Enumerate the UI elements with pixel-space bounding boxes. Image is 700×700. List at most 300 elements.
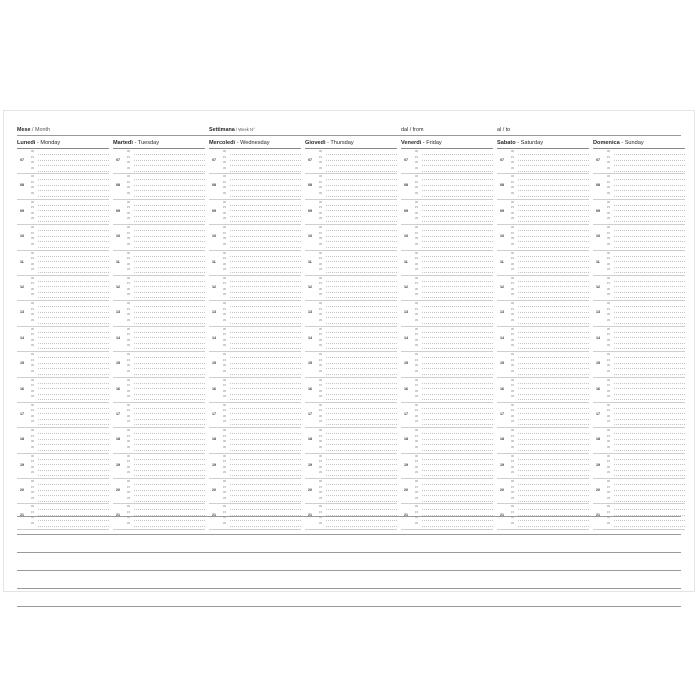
hour-block[interactable] — [497, 149, 589, 174]
hour-block[interactable] — [113, 225, 205, 250]
hour-block[interactable] — [209, 251, 301, 276]
hour-block[interactable] — [113, 200, 205, 225]
hour-block[interactable] — [17, 149, 109, 174]
time-slot[interactable] — [223, 446, 301, 452]
minute-label: 30 — [511, 161, 514, 164]
time-slot[interactable] — [511, 167, 589, 173]
minute-label: 15 — [223, 257, 226, 261]
minute-label: 45 — [415, 496, 418, 500]
time-slot[interactable] — [31, 319, 109, 325]
time-slot[interactable] — [415, 268, 493, 274]
hour-number: 10 — [404, 234, 408, 239]
dotted-writing-line — [518, 221, 589, 222]
time-slot[interactable] — [511, 446, 589, 452]
minute-label: 00 — [223, 353, 226, 357]
minute-label: 15 — [31, 485, 34, 489]
hour-block[interactable] — [113, 327, 205, 352]
hour-block[interactable] — [17, 378, 109, 403]
hour-block[interactable] — [305, 428, 397, 453]
time-slot[interactable] — [127, 217, 205, 223]
minute-label: 15 — [319, 231, 322, 235]
time-slot[interactable] — [511, 293, 589, 299]
hour-block[interactable] — [401, 149, 493, 174]
minute-label: 00 — [319, 251, 322, 255]
hour-block[interactable] — [17, 301, 109, 326]
time-slot[interactable] — [127, 395, 205, 401]
time-slot[interactable] — [607, 420, 685, 426]
minute-label: 45 — [223, 496, 226, 500]
minute-label: 15 — [127, 510, 130, 514]
hour-block[interactable] — [497, 251, 589, 276]
dotted-writing-line — [134, 323, 205, 324]
minute-label: 15 — [511, 434, 514, 438]
time-slot[interactable] — [607, 192, 685, 198]
time-slot[interactable] — [223, 243, 301, 249]
minute-label: 00 — [319, 302, 322, 306]
time-slot[interactable] — [511, 471, 589, 477]
minute-label: 15 — [127, 409, 130, 413]
note-line[interactable] — [17, 496, 681, 520]
time-slot[interactable] — [415, 243, 493, 249]
time-slot[interactable] — [511, 370, 589, 376]
hour-block[interactable] — [401, 225, 493, 250]
time-slot[interactable] — [607, 395, 685, 401]
minute-label: 45 — [31, 521, 34, 525]
note-line[interactable] — [17, 553, 681, 571]
note-line[interactable] — [17, 535, 681, 553]
time-slot[interactable] — [223, 319, 301, 325]
time-slot[interactable] — [511, 319, 589, 325]
time-slot[interactable] — [31, 167, 109, 173]
minute-label: 45 — [31, 471, 34, 475]
hour-block[interactable] — [17, 428, 109, 453]
hour-block[interactable] — [113, 174, 205, 199]
minute-label: 30 — [127, 186, 130, 190]
hour-number: 09 — [596, 208, 600, 213]
minute-label: 30 — [607, 186, 610, 190]
hour-block[interactable] — [593, 200, 685, 225]
hour-block[interactable] — [401, 352, 493, 377]
hour-block[interactable] — [17, 454, 109, 479]
minute-label: 45 — [31, 445, 34, 449]
hour-number: 12 — [20, 284, 24, 289]
hour-block[interactable] — [593, 225, 685, 250]
time-slot[interactable] — [511, 344, 589, 350]
hour-block[interactable] — [209, 428, 301, 453]
time-slot[interactable] — [511, 217, 589, 223]
hour-number: 12 — [404, 284, 408, 289]
time-slot[interactable] — [415, 471, 493, 477]
time-slot[interactable] — [415, 319, 493, 325]
hour-block[interactable] — [401, 454, 493, 479]
hour-block[interactable] — [17, 352, 109, 377]
minute-label: 00 — [127, 353, 130, 357]
hour-block[interactable] — [305, 403, 397, 428]
hour-block[interactable] — [593, 378, 685, 403]
note-line[interactable] — [17, 517, 681, 535]
time-slot[interactable] — [511, 420, 589, 426]
hour-block[interactable] — [593, 174, 685, 199]
hour-block[interactable] — [17, 403, 109, 428]
hour-number: 11 — [308, 259, 312, 264]
minute-label: 45 — [31, 191, 34, 195]
time-slot[interactable] — [127, 319, 205, 325]
hour-block[interactable] — [305, 454, 397, 479]
time-slot[interactable] — [607, 370, 685, 376]
hour-block[interactable] — [305, 327, 397, 352]
time-slot[interactable] — [31, 217, 109, 223]
hour-block[interactable] — [593, 149, 685, 174]
minute-label: 45 — [223, 191, 226, 195]
time-slot[interactable] — [223, 167, 301, 173]
minute-label: 15 — [511, 333, 514, 337]
dotted-writing-line — [326, 348, 397, 349]
hour-block[interactable] — [593, 454, 685, 479]
time-slot[interactable] — [415, 446, 493, 452]
hour-block[interactable] — [593, 276, 685, 301]
time-slot[interactable] — [607, 243, 685, 249]
minute-label: 30 — [31, 491, 34, 495]
day-name-it: Martedì — [113, 140, 133, 146]
hour-block[interactable] — [401, 174, 493, 199]
hour-block[interactable] — [497, 200, 589, 225]
day-title — [113, 139, 205, 148]
minute-label: 15 — [511, 307, 514, 311]
minute-label: 15 — [511, 358, 514, 362]
minute-label: 00 — [607, 276, 610, 280]
minute-label: 00 — [607, 403, 610, 407]
time-slot[interactable] — [223, 370, 301, 376]
minute-label: 30 — [511, 237, 514, 241]
time-slot[interactable] — [223, 395, 301, 401]
minute-label: 30 — [127, 237, 130, 241]
hour-block[interactable] — [401, 251, 493, 276]
hour-block[interactable] — [209, 174, 301, 199]
dotted-writing-line — [134, 348, 205, 349]
hour-block[interactable] — [305, 352, 397, 377]
minute-label: 00 — [319, 175, 322, 179]
hour-block[interactable] — [305, 301, 397, 326]
time-slot[interactable] — [415, 344, 493, 350]
dotted-writing-line — [38, 348, 109, 349]
hour-block[interactable] — [209, 403, 301, 428]
time-slot[interactable] — [127, 268, 205, 274]
hour-block[interactable] — [17, 200, 109, 225]
hour-number: 13 — [20, 310, 24, 315]
time-slot[interactable] — [31, 268, 109, 274]
hour-block[interactable] — [17, 327, 109, 352]
hour-number: 17 — [596, 411, 600, 416]
hour-block[interactable] — [113, 428, 205, 453]
minute-label: 45 — [319, 521, 322, 525]
minute-label: 45 — [511, 217, 514, 221]
hour-block[interactable] — [593, 403, 685, 428]
hour-block[interactable] — [305, 276, 397, 301]
minute-label: 15 — [223, 409, 226, 413]
minute-label: 00 — [31, 226, 34, 230]
time-slot[interactable] — [511, 243, 589, 249]
hour-number: 17 — [404, 411, 408, 416]
hour-block[interactable] — [305, 174, 397, 199]
time-slot[interactable] — [319, 471, 397, 477]
minute-label: 00 — [415, 480, 418, 484]
hour-block[interactable] — [113, 251, 205, 276]
minute-label: 00 — [511, 353, 514, 357]
dotted-writing-line — [422, 475, 493, 476]
hour-block[interactable] — [497, 174, 589, 199]
minute-label: 15 — [223, 434, 226, 438]
minute-label: 15 — [127, 434, 130, 438]
time-slot[interactable] — [127, 192, 205, 198]
time-slot[interactable] — [223, 217, 301, 223]
time-slot[interactable] — [319, 243, 397, 249]
time-slot[interactable] — [319, 395, 397, 401]
hour-block[interactable] — [401, 200, 493, 225]
time-slot[interactable] — [415, 192, 493, 198]
time-slot[interactable] — [607, 268, 685, 274]
time-slot[interactable] — [127, 420, 205, 426]
hour-block[interactable] — [209, 301, 301, 326]
hour-number: 13 — [308, 310, 312, 315]
minute-label: 45 — [511, 191, 514, 195]
minute-label: 00 — [223, 226, 226, 230]
time-slot[interactable] — [127, 167, 205, 173]
hour-block[interactable] — [497, 276, 589, 301]
dotted-writing-line — [134, 196, 205, 197]
minute-label: 45 — [319, 496, 322, 500]
time-slot[interactable] — [319, 319, 397, 325]
hour-block[interactable] — [401, 301, 493, 326]
time-slot[interactable] — [319, 268, 397, 274]
time-slot[interactable] — [31, 370, 109, 376]
time-slot[interactable] — [511, 395, 589, 401]
hour-block[interactable] — [113, 403, 205, 428]
notes-area — [17, 496, 681, 607]
hour-block[interactable] — [113, 301, 205, 326]
minute-label: 15 — [607, 257, 610, 261]
time-slot[interactable] — [127, 293, 205, 299]
minute-label: 15 — [415, 307, 418, 311]
time-slot[interactable] — [223, 420, 301, 426]
dotted-writing-line — [518, 297, 589, 298]
time-slot[interactable] — [31, 344, 109, 350]
time-slot[interactable] — [319, 167, 397, 173]
time-slot[interactable] — [127, 471, 205, 477]
hour-block[interactable] — [209, 200, 301, 225]
hour-block[interactable] — [209, 352, 301, 377]
minute-label: 00 — [511, 226, 514, 230]
minute-label: 15 — [415, 231, 418, 235]
minute-label: 30 — [415, 491, 418, 495]
time-slot[interactable] — [127, 243, 205, 249]
time-slot[interactable] — [415, 420, 493, 426]
hour-block[interactable] — [401, 428, 493, 453]
day-name-en: - Saturday — [515, 140, 544, 146]
hour-block[interactable] — [497, 403, 589, 428]
time-slot[interactable] — [607, 319, 685, 325]
minute-label: 15 — [319, 307, 322, 311]
minute-label: 45 — [511, 445, 514, 449]
hour-block[interactable] — [209, 149, 301, 174]
time-slot[interactable] — [415, 395, 493, 401]
hour-block[interactable] — [593, 301, 685, 326]
time-slot[interactable] — [319, 344, 397, 350]
hour-block[interactable] — [305, 149, 397, 174]
time-slot[interactable] — [223, 344, 301, 350]
time-slot[interactable] — [31, 192, 109, 198]
time-slot[interactable] — [31, 471, 109, 477]
minute-label: 45 — [223, 344, 226, 348]
minute-label: 45 — [415, 217, 418, 221]
hour-block[interactable] — [113, 276, 205, 301]
minute-label: 15 — [415, 409, 418, 413]
hour-block[interactable] — [593, 352, 685, 377]
minute-label: 30 — [319, 186, 322, 190]
time-slot[interactable] — [607, 471, 685, 477]
minute-label: 45 — [223, 217, 226, 221]
hour-number: 18 — [596, 437, 600, 442]
hour-block[interactable] — [209, 327, 301, 352]
hour-number: 08 — [308, 183, 312, 188]
hour-block[interactable] — [401, 327, 493, 352]
hour-block[interactable] — [305, 225, 397, 250]
hour-number: 20 — [20, 488, 24, 493]
hour-block[interactable] — [209, 454, 301, 479]
time-slot[interactable] — [31, 243, 109, 249]
minute-label: 45 — [415, 420, 418, 424]
time-slot[interactable] — [319, 293, 397, 299]
time-slot[interactable] — [415, 370, 493, 376]
note-line[interactable] — [17, 589, 681, 607]
hour-number: 18 — [212, 437, 216, 442]
time-slot[interactable] — [31, 446, 109, 452]
hour-number: 19 — [308, 462, 312, 467]
dotted-writing-line — [614, 221, 685, 222]
minute-label: 45 — [607, 242, 610, 246]
minute-label: 45 — [511, 420, 514, 424]
minute-label: 30 — [319, 287, 322, 291]
time-slot[interactable] — [31, 293, 109, 299]
hour-block[interactable] — [113, 378, 205, 403]
minute-label: 00 — [319, 429, 322, 433]
time-slot[interactable] — [127, 344, 205, 350]
hour-block[interactable] — [401, 403, 493, 428]
hour-block[interactable] — [209, 225, 301, 250]
minute-label: 30 — [415, 414, 418, 418]
dotted-writing-line — [326, 450, 397, 451]
hour-number: 14 — [596, 335, 600, 340]
hour-block[interactable] — [209, 378, 301, 403]
time-slot[interactable] — [319, 446, 397, 452]
time-slot[interactable] — [607, 293, 685, 299]
minute-label: 45 — [607, 496, 610, 500]
time-slot[interactable] — [319, 420, 397, 426]
minute-label: 15 — [607, 180, 610, 184]
hour-block[interactable] — [497, 301, 589, 326]
minute-label: 45 — [415, 369, 418, 373]
hour-block[interactable] — [305, 251, 397, 276]
minute-label: 15 — [511, 155, 514, 159]
hour-block[interactable] — [401, 276, 493, 301]
minute-label: 30 — [607, 491, 610, 495]
hour-block[interactable] — [17, 276, 109, 301]
hour-block[interactable] — [497, 327, 589, 352]
time-slot[interactable] — [223, 293, 301, 299]
time-slot[interactable] — [607, 167, 685, 173]
minute-label: 00 — [511, 302, 514, 306]
hour-block[interactable] — [17, 251, 109, 276]
hour-block[interactable] — [113, 149, 205, 174]
minute-label: 30 — [607, 313, 610, 317]
time-slot[interactable] — [223, 268, 301, 274]
day-title — [401, 139, 493, 148]
minute-label: 30 — [607, 338, 610, 342]
time-slot[interactable] — [127, 446, 205, 452]
minute-label: 00 — [319, 505, 322, 509]
hour-block[interactable] — [497, 378, 589, 403]
hour-block[interactable] — [593, 327, 685, 352]
hour-number: 17 — [20, 411, 24, 416]
hour-block[interactable] — [497, 428, 589, 453]
time-slot[interactable] — [607, 446, 685, 452]
hour-block[interactable] — [497, 352, 589, 377]
hour-block[interactable] — [497, 454, 589, 479]
hour-block[interactable] — [401, 378, 493, 403]
minute-label: 00 — [511, 505, 514, 509]
hour-block[interactable] — [593, 251, 685, 276]
time-slot[interactable] — [319, 217, 397, 223]
dotted-writing-line — [614, 171, 685, 172]
minute-label: 15 — [415, 333, 418, 337]
minute-label: 30 — [31, 262, 34, 266]
hour-block[interactable] — [305, 378, 397, 403]
hour-number: 21 — [500, 513, 504, 518]
time-slot[interactable] — [415, 293, 493, 299]
minute-label: 00 — [223, 454, 226, 458]
minute-label: 30 — [415, 440, 418, 444]
time-slot[interactable] — [607, 217, 685, 223]
hour-block[interactable] — [113, 454, 205, 479]
note-line[interactable] — [17, 571, 681, 589]
hour-number: 10 — [116, 234, 120, 239]
time-slot[interactable] — [511, 268, 589, 274]
hour-block[interactable] — [113, 352, 205, 377]
hour-block[interactable] — [593, 428, 685, 453]
hour-block[interactable] — [209, 276, 301, 301]
hour-block[interactable] — [305, 200, 397, 225]
time-slot[interactable] — [223, 192, 301, 198]
time-slot[interactable] — [511, 192, 589, 198]
minute-label: 45 — [31, 166, 34, 170]
minute-label: 30 — [223, 414, 226, 418]
time-slot[interactable] — [415, 167, 493, 173]
hour-block[interactable] — [497, 225, 589, 250]
time-slot[interactable] — [127, 370, 205, 376]
hour-block[interactable] — [17, 174, 109, 199]
time-slot[interactable] — [31, 395, 109, 401]
time-slot[interactable] — [319, 370, 397, 376]
time-slot[interactable] — [415, 217, 493, 223]
time-slot[interactable] — [607, 344, 685, 350]
minute-label: 15 — [511, 206, 514, 210]
dotted-writing-line — [614, 424, 685, 425]
minute-label: 45 — [127, 445, 130, 449]
time-slot[interactable] — [31, 420, 109, 426]
time-slot[interactable] — [223, 471, 301, 477]
time-slot[interactable] — [319, 192, 397, 198]
hour-block[interactable] — [17, 225, 109, 250]
minute-label: 15 — [319, 358, 322, 362]
